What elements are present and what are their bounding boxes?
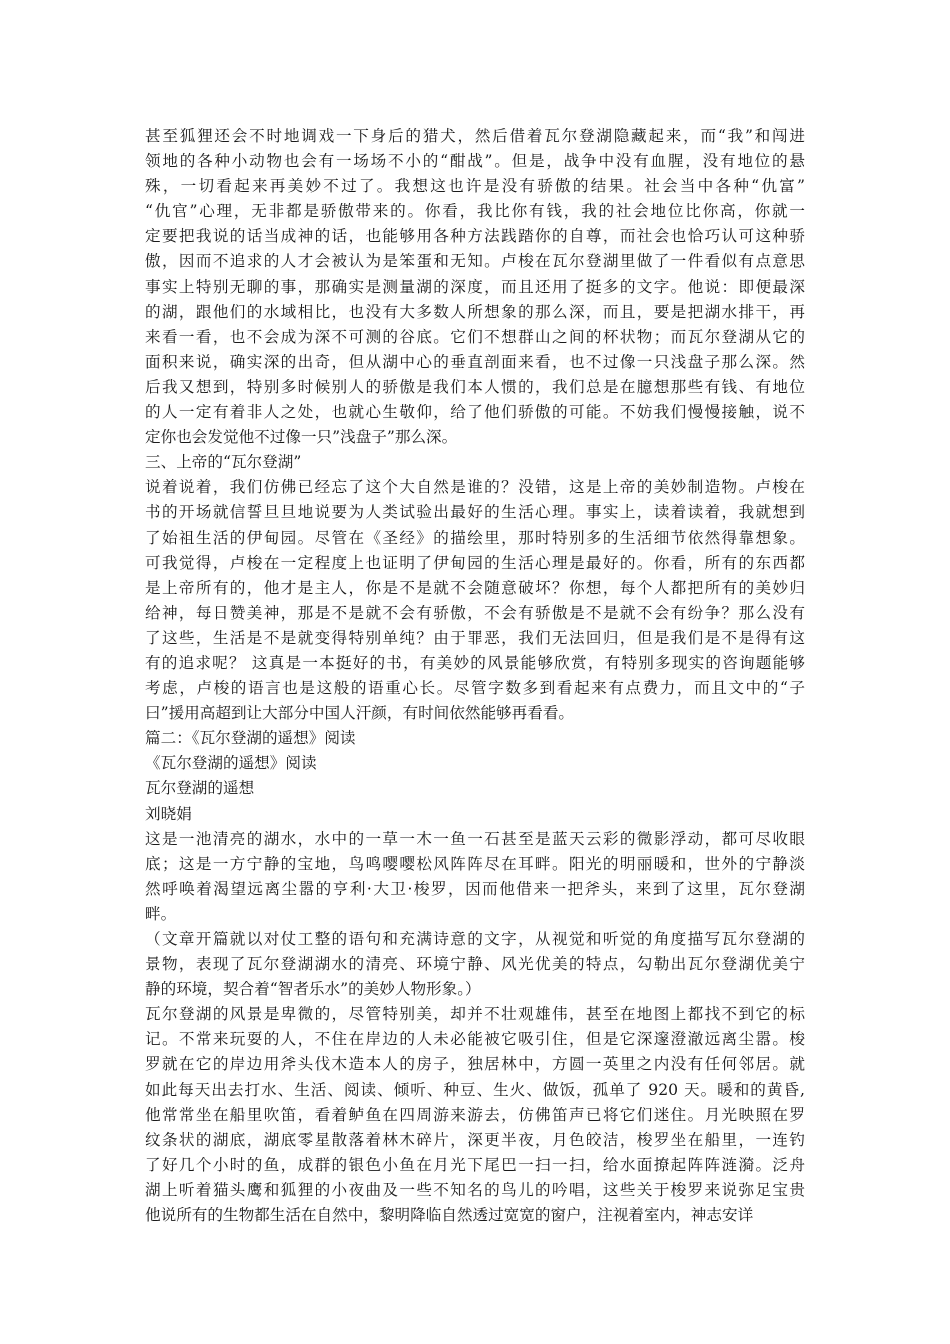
text-line: 定你也会发觉他不过像一只”浅盘子”那么深。 [145, 428, 458, 447]
text-line: 的湖，跟他们的水域相比，也没有大多数人所想象的那么深，而且，要是把湖水排干，再 [145, 302, 805, 321]
text-line: 来看一看，也不会成为深不可测的谷底。它们不想群山之间的杯状物；而瓦尔登湖从它的 [145, 327, 805, 346]
text-line: 如此每天出去打水、生活、阅读、倾听、种豆、生火、做饭，孤单了 920 天。暖和的黄昏, [145, 1080, 805, 1099]
text-line: 瓦尔登湖的风景是卑微的，尽管特别美，却并不壮观雄伟，甚至在地图上都找不到它的标 [145, 1005, 805, 1024]
text-line: 他常常坐在船里吹笛，看着鲈鱼在四周游来游去，仿佛笛声已将它们迷住。月光映照在罗 [145, 1105, 805, 1124]
text-line: 可我觉得，卢梭在一定程度上也证明了伊甸园的生活心理是最好的。你看，所有的东西都 [145, 553, 805, 572]
text-line: 殊，一切看起来再美妙不过了。我想这也许是没有骄傲的结果。社会当中各种“仇富” [145, 177, 805, 196]
heading-author [145, 802, 805, 827]
document-page [145, 124, 805, 1228]
text-line: 定要把我说的话当成神的话，也能够用各种方法践踏你的自尊，而社会也恰巧认可这种骄 [145, 227, 805, 246]
text-line: 三、上帝的“瓦尔登湖” [145, 453, 302, 472]
text-line: 了好几个小时的鱼，成群的银色小鱼在月光下尾巴一扫一扫，给水面撩起阵阵涟漪。泛舟 [145, 1155, 805, 1174]
text-line: 瓦尔登湖的遥想 [145, 779, 255, 798]
text-line: 罗就在它的岸边用斧头伐木造本人的房子，独居林中，方圆一英里之内没有任何邻居。就 [145, 1055, 805, 1074]
text-line: 面积来说，确实深的出奇，但从湖中心的垂直剖面来看，也不过像一只浅盘子那么深。然 [145, 352, 805, 371]
section-heading-gods-walden [145, 450, 805, 475]
text-line: 书的开场就信誓旦旦地说要为人类试验出最好的生活心理。事实上，读着读着，我就想到 [145, 503, 805, 522]
text-line: 然呼唤着渴望远离尘嚣的亨利·大卫·梭罗，因而他借来一把斧头，来到了这里，瓦尔登湖 [145, 879, 805, 898]
text-line: 这是一池清亮的湖水，水中的一草一木一鱼一石甚至是蓝天云彩的微影浮动，都可尽收眼 [145, 829, 805, 848]
text-line: 静的环境，契合着“智者乐水”的美妙人物形象。） [145, 980, 481, 999]
heading-reading [145, 751, 805, 776]
text-line: 景物，表现了瓦尔登湖湖水的清亮、环境宁静、风光优美的特点，勾勒出瓦尔登湖优美宁 [145, 955, 805, 974]
text-line: 考虑，卢梭的语言也是这般的语重心长。尽管字数多到看起来有点费力，而且文中的“子 [145, 679, 805, 698]
heading-part-two [145, 726, 805, 751]
text-line: 甚至狐狸还会不时地调戏一下身后的猎犬，然后借着瓦尔登湖隐藏起来，而“我”和闯进 [145, 127, 805, 145]
text-line: 了始祖生活的伊甸园。尽管在《圣经》的描绘里，那时特别多的生活细节依然得靠想象。 [145, 528, 805, 547]
text-line: 给神，每日赞美神，那是不是就不会有骄傲，不会有骄傲是不是就不会有纷争？那么没有 [145, 603, 805, 622]
text-line: 纹条状的湖底，湖底零星散落着林木碎片，深更半夜，月色皎洁，梭罗坐在船里，一连钓 [145, 1130, 805, 1149]
para-gods-creation [145, 475, 805, 726]
para-annotation [145, 927, 805, 1002]
para-clear-lake [145, 827, 805, 927]
text-line: 的人一定有着非人之处，也就心生敬仰，给了他们骄傲的可能。不妨我们慢慢接触，说不 [145, 403, 805, 422]
text-line: （文章开篇就以对仗工整的语句和充满诗意的文字，从视觉和听觉的角度描写瓦尔登湖的 [145, 930, 805, 948]
text-line: 说着说着，我们仿佛已经忘了这个大自然是谁的？没错，这是上帝的美妙制造物。卢梭在 [145, 478, 805, 497]
para-fox-and-pride [145, 124, 805, 450]
text-line: 领地的各种小动物也会有一场场不小的“酣战”。但是，战争中没有血腥，没有地位的悬 [145, 152, 805, 171]
text-line: 后我又想到，特别多时候别人的骄傲是我们本人惯的，我们总是在臆想那些有钱、有地位 [145, 377, 805, 396]
text-line: 有的追求呢？ 这真是一本挺好的书，有美妙的风景能够欣赏，有特别多现实的咨询题能够 [145, 653, 805, 672]
text-line: 事实上特别无聊的事，那确实是测量湖的深度，而且还用了挺多的文字。他说：即便最深 [145, 277, 805, 296]
text-line: “仇官”心理，无非都是骄傲带来的。你看，我比你有钱，我的社会地位比你高，你就一 [145, 202, 805, 221]
text-line: 记。不常来玩耍的人，不住在岸边的人未必能被它吸引住，但是它深邃澄澈远离尘嚣。梭 [145, 1030, 805, 1049]
heading-title [145, 776, 805, 801]
text-line: 是上帝所有的，他才是主人，你是不是就不会随意破坏？你想，每个人都把所有的美妙归 [145, 578, 805, 597]
text-line: 傲，因而不追求的人才会被认为是笨蛋和无知。卢梭在瓦尔登湖里做了一件看似有点意思 [145, 252, 805, 271]
text-line: 篇二：《瓦尔登湖的遥想》阅读 [145, 729, 356, 748]
text-line: 曰”援用高超到让大部分中国人汗颜，有时间依然能够再看看。 [145, 704, 575, 723]
text-line: 《瓦尔登湖的遥想》阅读 [145, 754, 317, 773]
text-line: 底；这是一方宁静的宝地，鸟鸣嘤嘤松风阵阵尽在耳畔。阳光的明丽暖和，世外的宁静淡 [145, 854, 805, 873]
text-line: 了这些，生活是不是就变得特别单纯？由于罪恶，我们无法回归，但是我们是不是得有这 [145, 628, 805, 647]
text-line: 湖上听着猫头鹰和狐狸的小夜曲及一些不知名的鸟儿的吟唱，这些关于梭罗来说弥足宝贵 [145, 1180, 805, 1199]
text-line: 畔。 [145, 904, 177, 923]
para-humble-scenery [145, 1002, 805, 1228]
text-line: 刘晓娟 [145, 804, 192, 823]
text-line: 他说所有的生物都生活在自然中，黎明降临自然透过宽宽的窗户，注视着室内，神志安详 [145, 1206, 754, 1225]
